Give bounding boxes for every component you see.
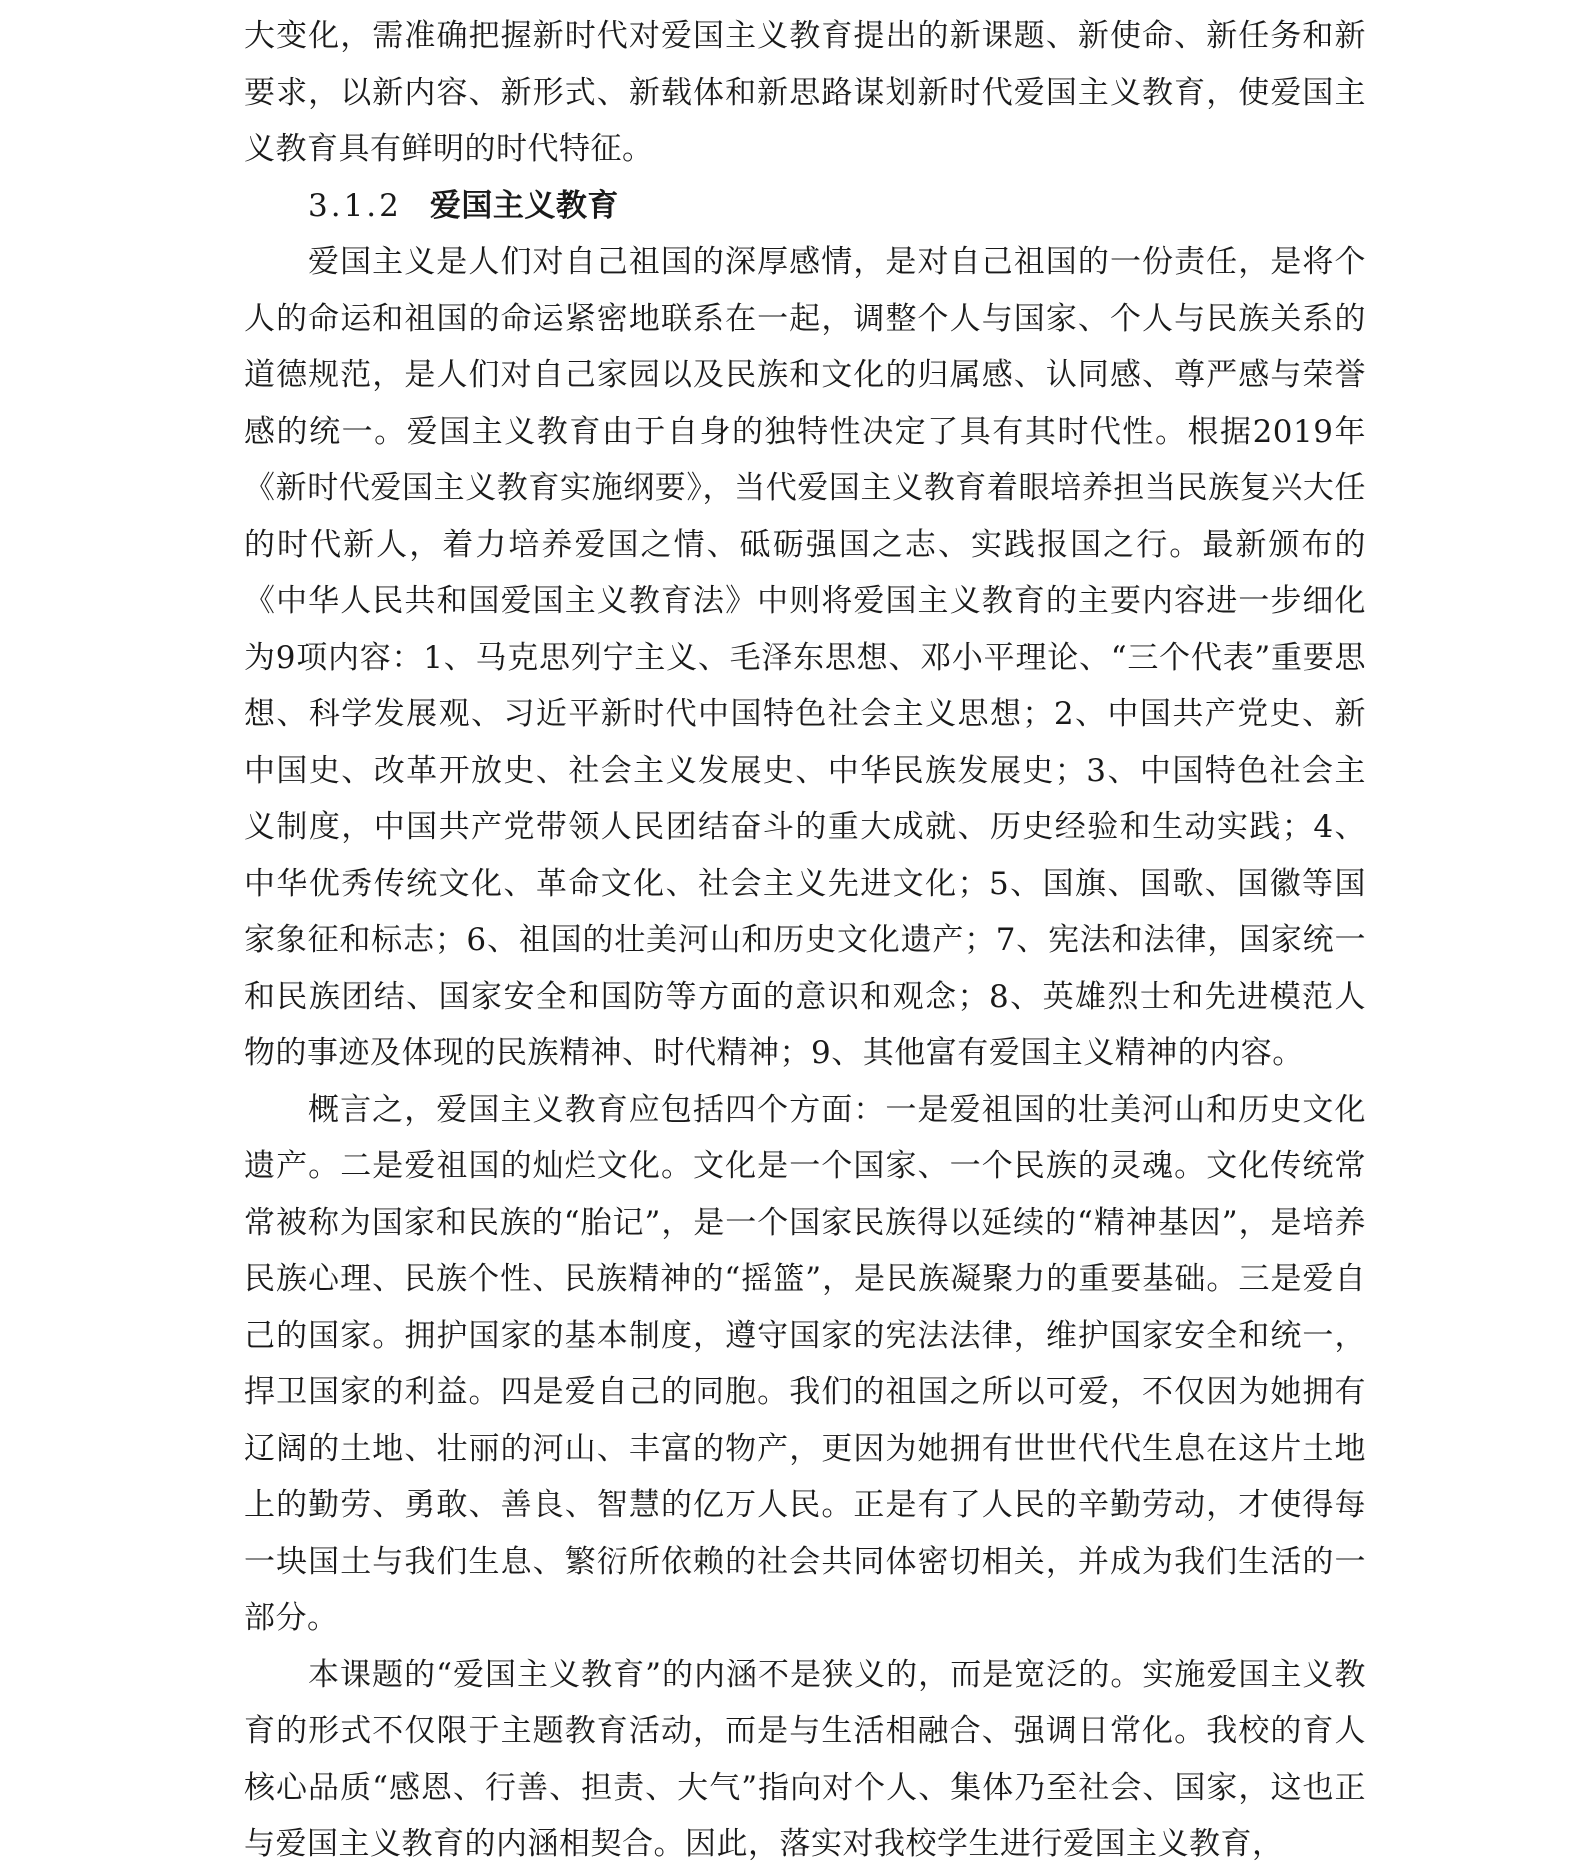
section-heading [244, 178, 1366, 235]
document-page [244, 8, 1366, 1873]
paragraph-four-aspects: 概言之，爱国主义教育应包括四个方面：一是爱祖国的壮美河山和历史文化遗产。二是爱祖国的灿烂文化。文化是一个国家、一个民族的灵魂。文化传统常常被称为国家和民族的“胎记”，是一个国家民族得以延续的“精神基因”，是培养民族心理、民族个性、民族精神的“摇篮”，是民族凝聚力的重要基础。三是爱自己的国家。拥护国家的基本制度，遵守国家的宪法法律，维护国家安全和统一，捍卫国家的利益。四是爱自己的同胞。我们的祖国之所以可爱，不仅因为她拥有辽阔的土地、壮丽的河山、丰富的物产，更因为她拥有世世代代生息在这片土地上的勤劳、勇敢、善良、智慧的亿万人民。正是有了人民的辛勤劳动，才使得每一块国土与我们生息、繁衍所依赖的社会共同体密切相关，并成为我们生活的一部分。 [244, 1091, 1366, 1636]
continued-paragraph: 大变化，需准确把握新时代对爱国主义教育提出的新课题、新使命、新任务和新要求，以新内容、新形式、新载体和新思路谋划新时代爱国主义教育，使爱国主义教育具有鲜明的时代特征。 [244, 18, 1366, 167]
paragraph-research-scope: 本课题的“爱国主义教育”的内涵不是狭义的，而是宽泛的。实施爱国主义教育的形式不仅限于主题教育活动，而是与生活相融合、强调日常化。我校的育人核心品质“感恩、行善、担责、大气”指向对个人、集体乃至社会、国家，这也正与爱国主义教育的内涵相契合。因此，落实对我校学生进行爱国主义教育， [244, 1656, 1366, 1862]
section-number: 3.1.2 [308, 187, 402, 224]
section-title: 爱国主义教育 [429, 187, 619, 224]
paragraph-definition: 爱国主义是人们对自己祖国的深厚感情，是对自己祖国的一份责任，是将个人的命运和祖国的命运紧密地联系在一起，调整个人与国家、个人与民族关系的道德规范，是人们对自己家园以及民族和文化的归属感、认同感、尊严感与荣誉感的统一。爱国主义教育由于自身的独特性决定了具有其时代性。根据2019年《新时代爱国主义教育实施纲要》，当代爱国主义教育着眼培养担当民族复兴大任的时代新人，着力培养爱国之情、砥砺强国之志、实践报国之行。最新颁布的《中华人民共和国爱国主义教育法》中则将爱国主义教育的主要内容进一步细化为9项内容：1、马克思列宁主义、毛泽东思想、邓小平理论、“三个代表”重要思想、科学发展观、习近平新时代中国特色社会主义思想；2、中国共产党史、新中国史、改革开放史、社会主义发展史、中华民族发展史；3、中国特色社会主义制度，中国共产党带领人民团结奋斗的重大成就、历史经验和生动实践；4、中华优秀传统文化、革命文化、社会主义先进文化；5、国旗、国歌、国徽等国家象征和标志；6、祖国的壮美河山和历史文化遗产；7、宪法和法律，国家统一和民族团结、国家安全和国防等方面的意识和观念；8、英雄烈士和先进模范人物的事迹及体现的民族精神、时代精神；9、其他富有爱国主义精神的内容。 [244, 244, 1366, 1071]
